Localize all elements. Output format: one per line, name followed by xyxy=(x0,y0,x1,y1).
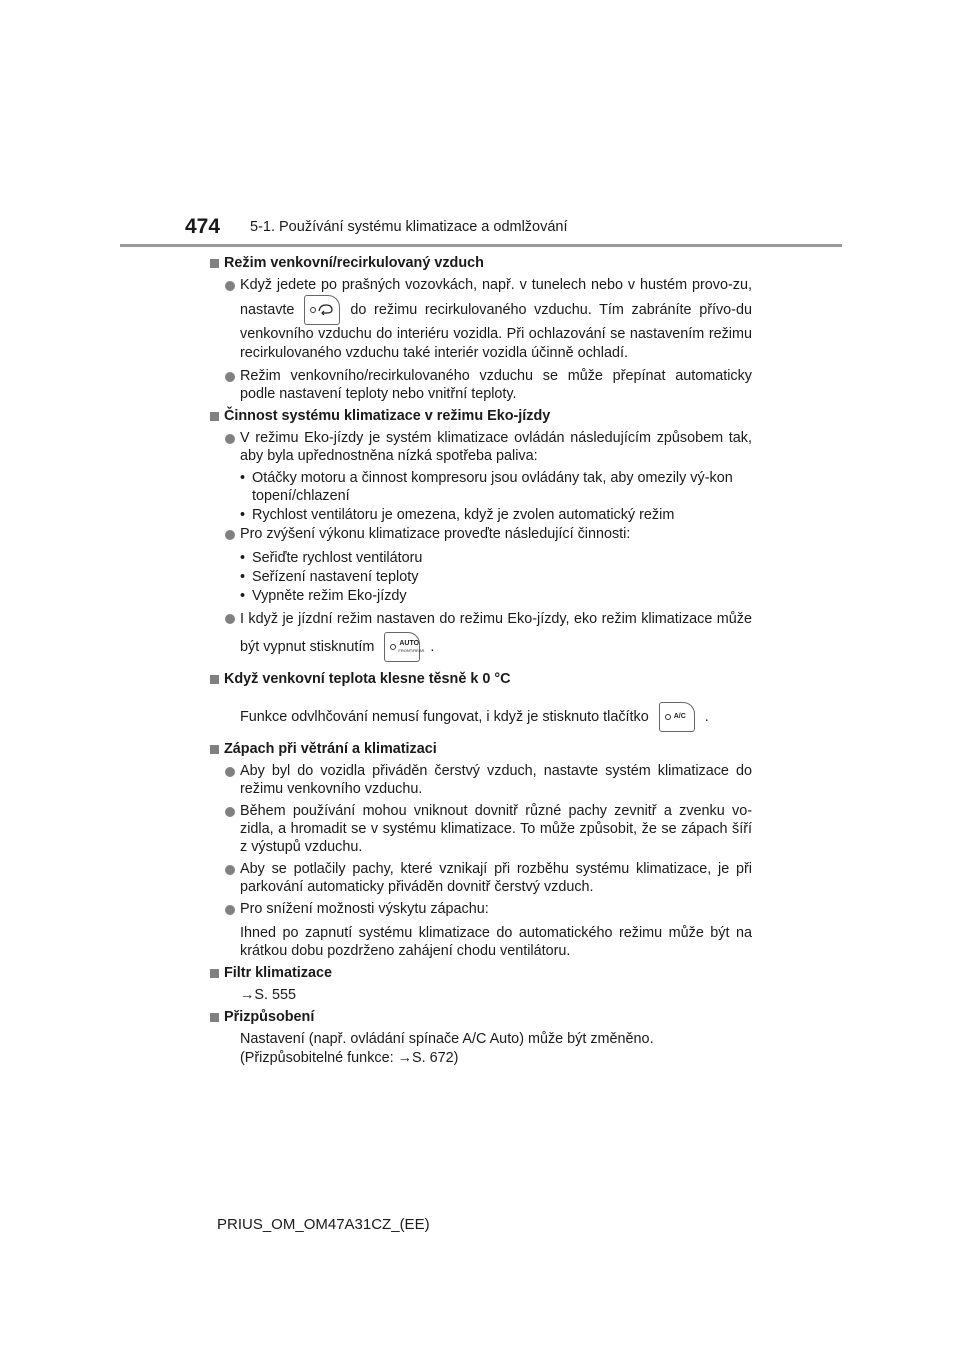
circle-bullet-icon xyxy=(225,614,235,624)
square-bullet-icon xyxy=(210,1013,219,1022)
sub-bullet: • xyxy=(240,550,246,566)
ac-button: A/C xyxy=(659,702,695,732)
sub-item: • Seřiďte rychlost ventilátoru xyxy=(240,550,423,566)
bullet-item: Pro snížení možnosti výskytu zápachu: xyxy=(210,900,752,918)
circle-bullet-icon xyxy=(225,865,235,875)
page-reference: →S. 555 xyxy=(240,987,296,1003)
sub-item: • Otáčky motoru a činnost kompresoru jsou ovládány tak, aby omezily vý-kon topení/chlazení xyxy=(240,470,733,504)
heading-cold-temperature: Když venkovní teplota klesne těsně k 0 °C xyxy=(210,670,752,688)
sub-bullet: • xyxy=(240,588,246,604)
bullet-item: Když jedete po prašných vozovkách, např. v tunelech nebo v hustém provo-zu, nastavte do režimu recirkulovaného vzduchu. Tím zabráníte přívo-du venkovního vzduchu do interiéru vozidla. Při ochlazování se nastavením režimu recirkulovaného vzduchu také interiér vozidla účinně ochladí. xyxy=(210,276,752,363)
document-code: PRIUS_OM_OM47A31CZ_(EE) xyxy=(217,1216,430,1233)
recirculation-button xyxy=(304,295,340,325)
square-bullet-icon xyxy=(210,969,219,978)
bullet-item: Během používání mohou vniknout dovnitř různé pachy zevnitř a zvenku vo-zidla, a hromadit se v systému klimatizace. To může způsobit, že se zápach šíří z výstupů vzduchu. xyxy=(210,802,752,856)
circle-bullet-icon xyxy=(225,767,235,777)
paragraph: (Přizpůsobitelné funkce: →S. 672) xyxy=(240,1050,459,1066)
circle-bullet-icon xyxy=(225,281,235,291)
bullet-item: Režim venkovního/recirkulovaného vzduchu se může přepínat automaticky podle nastavení teploty nebo vnitřní teploty. xyxy=(210,367,752,403)
recirculation-icon xyxy=(317,304,335,315)
section-title: 5-1. Používání systému klimatizace a odmlžování xyxy=(250,219,568,235)
auto-button: AUTO FRONT/REAR xyxy=(384,632,420,662)
sub-item: • Vypněte režim Eko-jízdy xyxy=(240,588,407,604)
circle-bullet-icon xyxy=(225,372,235,382)
header-rule xyxy=(120,244,842,247)
square-bullet-icon xyxy=(210,412,219,421)
heading-eco-mode: Činnost systému klimatizace v režimu Eko-jízdy xyxy=(210,407,752,425)
paragraph: Ihned po zapnutí systému klimatizace do automatického režimu může být na krátkou dobu pozdrženo zahájení chodu ventilátoru. xyxy=(240,925,752,959)
sub-item: • Rychlost ventilátoru je omezena, když je zvolen automatický režim xyxy=(240,507,675,523)
indicator-led-icon xyxy=(310,307,316,313)
square-bullet-icon xyxy=(210,675,219,684)
circle-bullet-icon xyxy=(225,807,235,817)
page-number: 474 xyxy=(185,215,221,238)
circle-bullet-icon xyxy=(225,530,235,540)
sub-item: • Seřízení nastavení teploty xyxy=(240,569,419,585)
paragraph: Funkce odvlhčování nemusí fungovat, i když je stisknuto tlačítko A/C . xyxy=(210,702,752,732)
sub-bullet: • xyxy=(240,569,246,585)
bullet-item: Aby se potlačily pachy, které vznikají při rozběhu systému klimatizace, je při parkování automaticky přiváděn dovnitř čerstvý vzduch. xyxy=(210,860,752,896)
bullet-item: Pro zvýšení výkonu klimatizace proveďte následující činnosti: xyxy=(210,525,752,543)
sub-bullet: • xyxy=(240,470,246,486)
paragraph: Nastavení (např. ovládání spínače A/C Auto) může být změněno. xyxy=(240,1031,654,1047)
heading-customization: Přizpůsobení xyxy=(210,1008,752,1026)
bullet-item: I když je jízdní režim nastaven do režimu Eko-jízdy, eko režim klimatizace může být vypnut stisknutím AUTO FRONT/REAR . xyxy=(210,606,752,662)
indicator-led-icon xyxy=(390,644,396,650)
page-header xyxy=(185,215,745,245)
page-content xyxy=(210,254,752,1071)
square-bullet-icon xyxy=(210,259,219,268)
circle-bullet-icon xyxy=(225,434,235,444)
heading-filter: Filtr klimatizace xyxy=(210,964,752,982)
sub-bullet: • xyxy=(240,507,246,523)
bullet-item: V režimu Eko-jízdy je systém klimatizace ovládán následujícím způsobem tak, aby byla upřednostněna nízká spotřeba paliva: xyxy=(210,429,752,465)
circle-bullet-icon xyxy=(225,905,235,915)
square-bullet-icon xyxy=(210,745,219,754)
heading-recirculation: Režim venkovní/recirkulovaný vzduch xyxy=(210,254,752,272)
indicator-led-icon xyxy=(665,714,671,720)
bullet-item: Aby byl do vozidla přiváděn čerstvý vzduch, nastavte systém klimatizace do režimu venkovního vzduchu. xyxy=(210,762,752,798)
heading-odor: Zápach při větrání a klimatizaci xyxy=(210,740,752,758)
